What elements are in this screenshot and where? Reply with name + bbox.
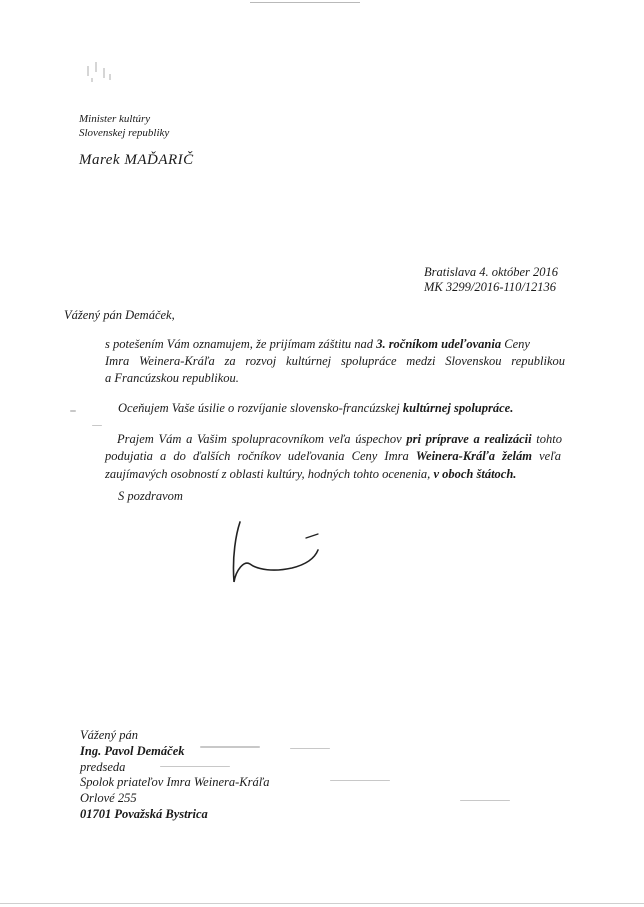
closing: S pozdravom bbox=[118, 489, 183, 503]
reference-number: MK 3299/2016-110/12136 bbox=[424, 280, 557, 294]
minister-title-line2: Slovenskej republiky bbox=[79, 127, 170, 139]
salutation: Vážený pán Demáček, bbox=[64, 308, 175, 322]
paragraph-3-line2: podujatia a do ďalších ročníkov udeľovania Ceny Imra Weinera-Kráľa želám veľa bbox=[105, 449, 561, 463]
scan-noise bbox=[200, 746, 260, 748]
paragraph-3-line3: zaujímavých osobností z oblasti kultúry, hodných tohto ocenenia, v oboch štátoch. bbox=[105, 467, 517, 481]
scan-edge-top bbox=[250, 2, 360, 3]
scan-noise bbox=[92, 425, 102, 426]
scan-marks bbox=[82, 60, 122, 100]
recipient-organization: Spolok priateľov Imra Weinera-Kráľa bbox=[80, 775, 270, 790]
paragraph-1-line2: Imra Weinera-Kráľa za rozvoj kultúrnej spolupráce medzi Slovenskou republikou bbox=[105, 354, 565, 368]
scan-noise bbox=[70, 410, 76, 412]
recipient-greeting: Vážený pán bbox=[80, 728, 138, 742]
scan-noise bbox=[160, 766, 230, 767]
paragraph-3-line1: Prajem Vám a Vašim spolupracovníkom veľa úspechov pri príprave a realizácii tohto bbox=[117, 432, 562, 446]
recipient-street: Orlové 255 bbox=[80, 791, 137, 806]
paragraph-1-line3: a Francúzskou republikou. bbox=[105, 371, 239, 385]
scan-noise bbox=[290, 748, 330, 749]
scan-noise bbox=[330, 780, 390, 781]
recipient-address bbox=[80, 728, 270, 823]
recipient-city: 01701 Považská Bystrica bbox=[80, 806, 208, 821]
scan-edge-bottom bbox=[0, 903, 644, 904]
recipient-role: predseda bbox=[80, 759, 126, 774]
paragraph-2: Oceňujem Vaše úsilie o rozvíjanie slovensko-francúzskej kultúrnej spolupráce. bbox=[118, 401, 514, 415]
minister-title-line1: Minister kultúry bbox=[79, 113, 151, 125]
place-date: Bratislava 4. október 2016 bbox=[424, 265, 559, 279]
recipient-name: Ing. Pavol Demáček bbox=[80, 743, 185, 758]
scan-noise bbox=[460, 800, 510, 801]
minister-name: Marek MAĎARIČ bbox=[79, 152, 194, 168]
handwritten-signature bbox=[222, 512, 332, 592]
paragraph-1-line1: s potešením Vám oznamujem, že prijímam záštitu nad 3. ročníkom udeľovania Ceny bbox=[105, 337, 530, 351]
